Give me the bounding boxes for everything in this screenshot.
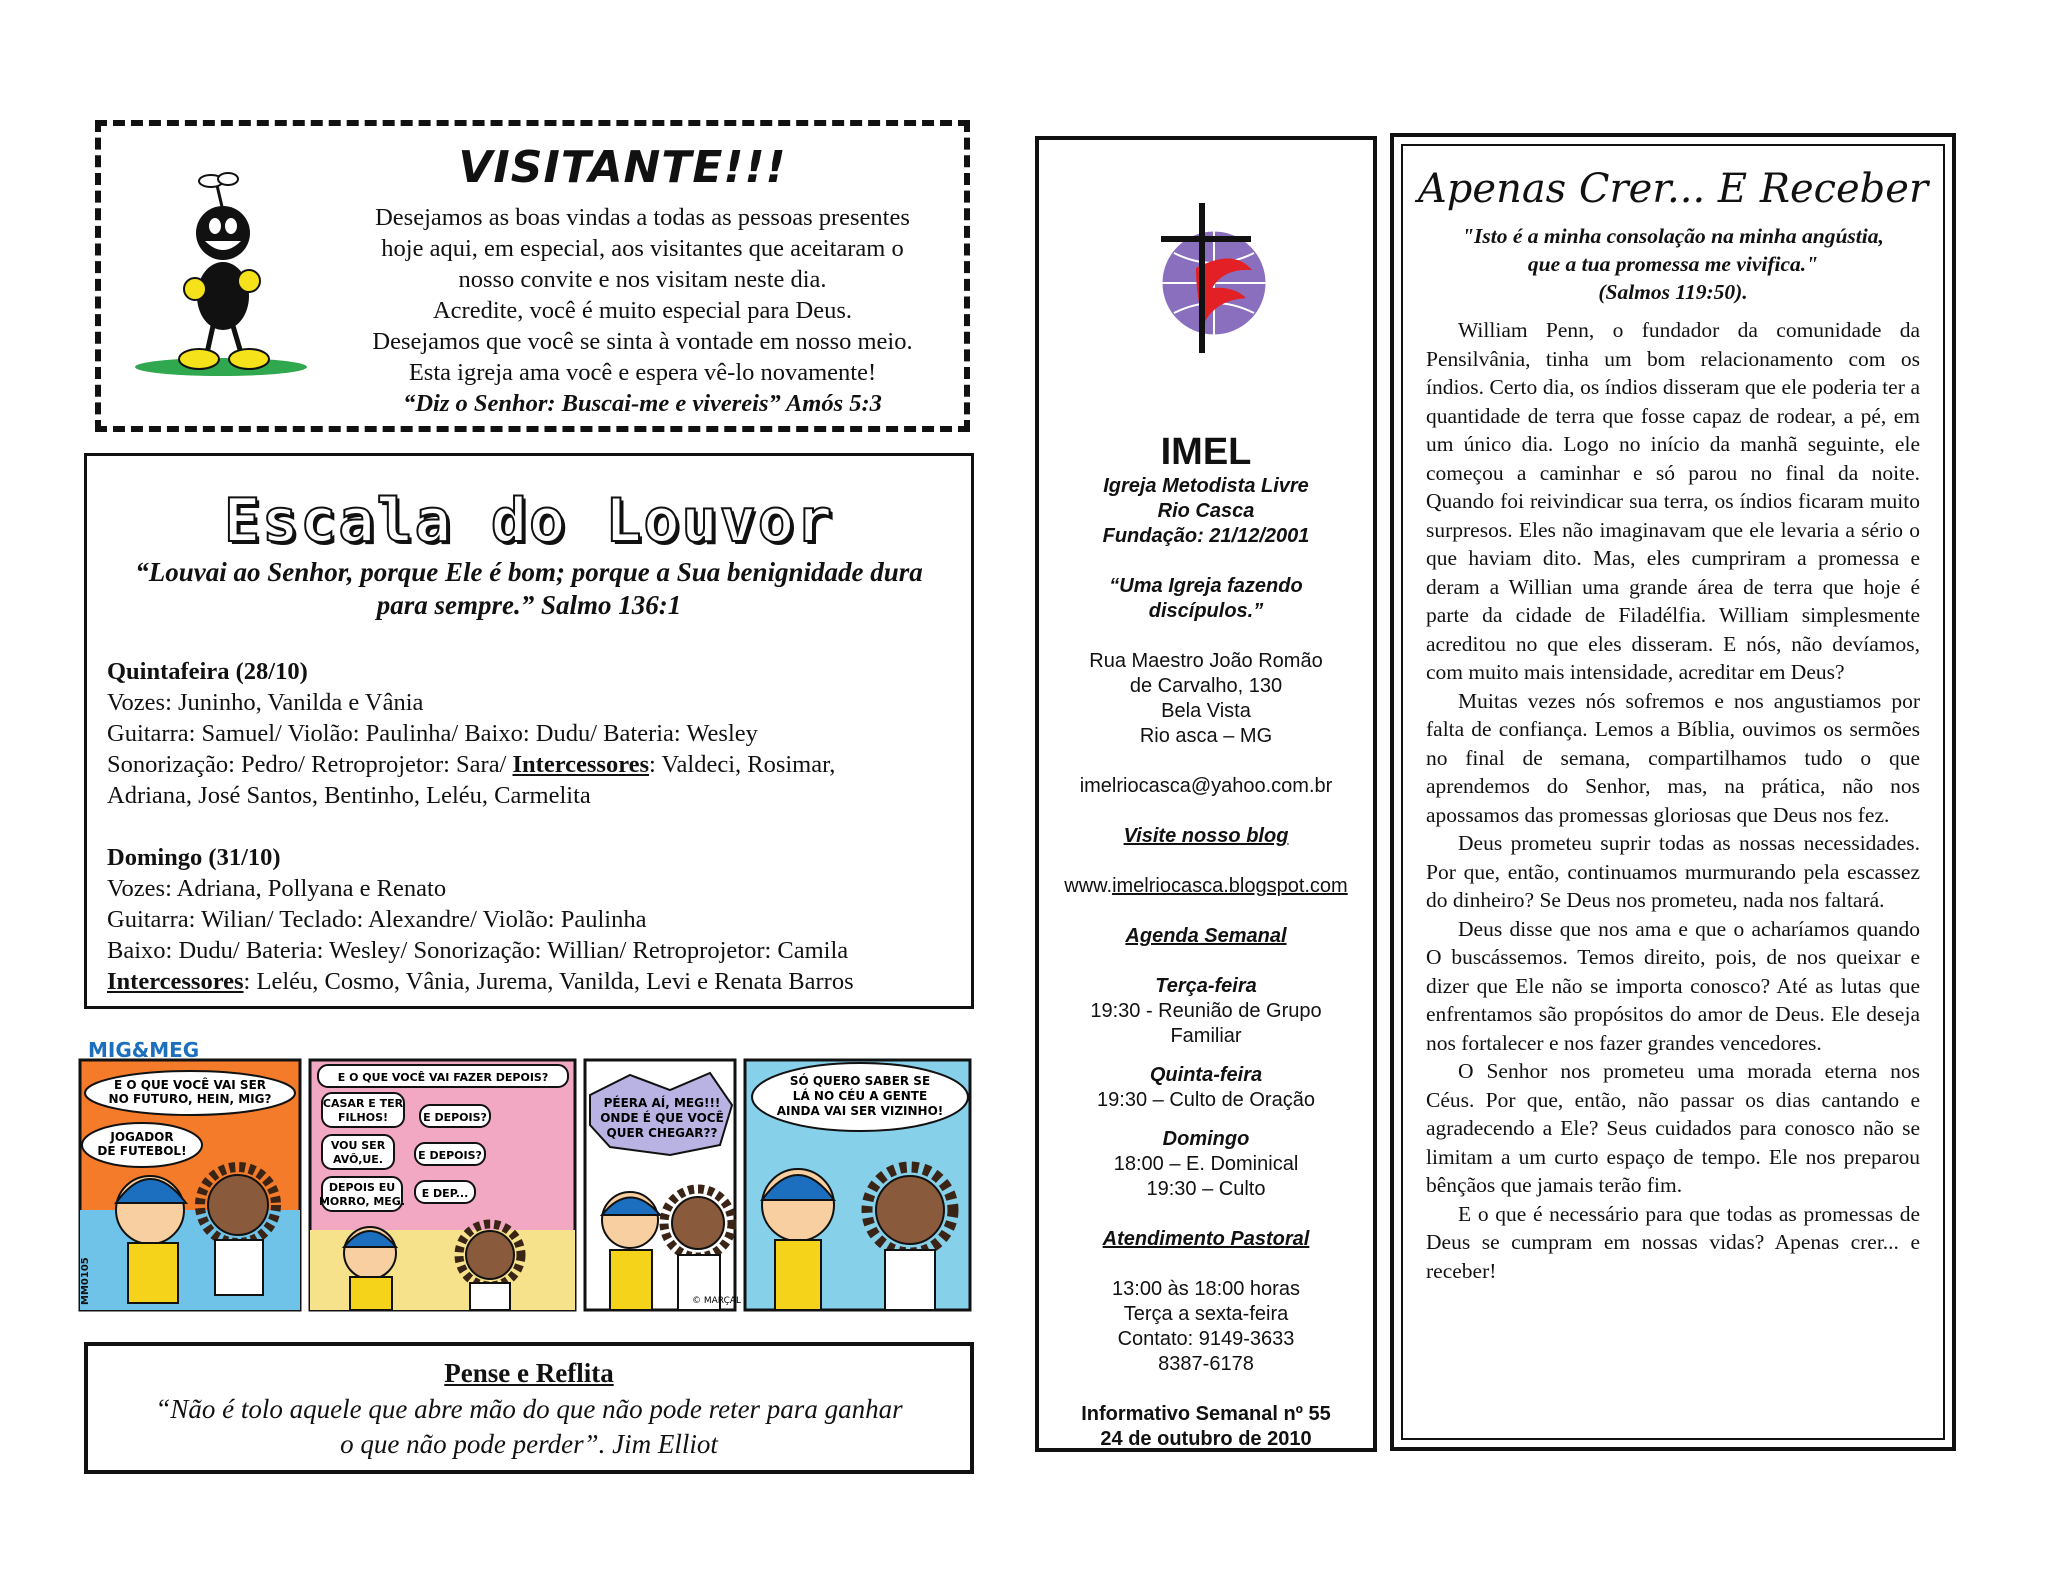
apenas-crer-box	[1390, 133, 1956, 1451]
address-line: Rio asca – MG	[1139, 725, 1273, 747]
quinta-instrumentos: Guitarra: Samuel/ Violão: Paulinha/ Baixo: Dudu/ Bateria: Wesley	[107, 720, 758, 747]
visitante-line: Esta igreja ama você e espera vê-lo novamente!	[408, 359, 877, 386]
pense-quote	[108, 1392, 950, 1462]
comic-signature: © MARÇAL	[692, 1296, 742, 1306]
agenda-event: 19:30 – Culto	[1146, 1178, 1266, 1200]
quinta-heading: Quintafeira (28/10)	[107, 658, 308, 685]
atendimento-label: Atendimento Pastoral	[1102, 1228, 1310, 1250]
address-line: Rua Maestro João Romão	[1089, 650, 1323, 672]
paragraph: O Senhor nos prometeu uma morada eterna nos Céus. Por que, então, não passar os dias cantando e agradecendo a Ele? Seus cuidados para conosco não se limitam a um curto espaço de tempo. Ele nos preparou bênçãos que jamais terão fim.	[1426, 1059, 1920, 1197]
comic-p2-answer: MORRO, MEG.	[318, 1195, 406, 1208]
visitante-title: VISITANTE!!!	[458, 142, 787, 193]
visitante-box	[95, 120, 970, 432]
paragraph: William Penn, o fundador da comunidade da Pensilvânia, tinha um bom relacionamento com os índios. Certo dia, os índios disseram que ele poderia ter a quantidade de terra que fosse capaz de rodear, a pé, em um único dia. Logo no início da manhã seguinte, ele começou a caminhar e só parou no final da noite. Quando foi reivindicar sua terra, os índios ficaram muito surpresos. Eles não imaginavam que ele levaria a sério o que haviam dito. Mas, eles cumpriram a promessa e deram a Willian uma grande área de terra que hoje é parte da cidade de Filadélfia. William simplesmente acreditou no que eles disseram. E nós, não devíamos, com muito mais intensidade, acreditar em Deus?	[1426, 318, 1920, 684]
visitante-text	[331, 202, 954, 419]
escala-title: Escala do Louvor	[224, 486, 834, 556]
paragraph: Deus disse que nos ama e que o acharíamos quando O buscássemos. Temos direito, pois, de nos queixar e dizer que Ele não se importa conosco? Até as lutas que enfrentamos são propósitos do amor de Deus. Ele deseja nos fortalecer e nos fazer grandes vencedores.	[1426, 916, 1920, 1055]
domingo-intercessores-line	[107, 966, 961, 997]
visitante-line: Desejamos que você se sinta à vontade em nosso meio.	[372, 328, 913, 355]
apenas-crer-inner-frame	[1401, 144, 1945, 1440]
imel-details	[1039, 430, 1373, 1452]
domingo-vozes: Vozes: Adriana, Pollyana e Renato	[107, 875, 447, 902]
quinta-intercessores-2: Adriana, José Santos, Bentinho, Leléu, Carmelita	[107, 782, 591, 809]
comic-p2-question: E O QUE VOCÊ VAI FAZER DEPOIS?	[337, 1071, 549, 1084]
address-line: de Carvalho, 130	[1129, 675, 1283, 697]
apenas-quote-line: que a tua promessa me vivifica."	[1527, 252, 1819, 276]
mascot-illustration	[131, 171, 311, 381]
visitante-line: hoje aqui, em especial, aos visitantes que aceitaram o	[381, 235, 904, 262]
church-email[interactable]: imelriocasca@yahoo.com.br	[1079, 775, 1333, 797]
quinta-intercessores: : Valdeci, Rosimar,	[649, 751, 836, 778]
church-motto: discípulos.”	[1148, 600, 1264, 622]
apenas-crer-title: Apenas Crer... E Receber	[1417, 166, 1929, 212]
comic-strip	[70, 1035, 974, 1325]
blog-url[interactable]: imelriocasca.blogspot.com	[1112, 875, 1348, 897]
pense-quote-line: “Não é tolo aquele que abre mão do que não pode reter para ganhar	[155, 1394, 903, 1424]
apenas-crer-text	[1426, 316, 1920, 1285]
comic-p2-answer: VOU SER	[330, 1139, 386, 1152]
domingo-intercessores: : Leléu, Cosmo, Vânia, Jurema, Vanilda, Levi e Renata Barros	[243, 968, 854, 995]
comic-p4-line: AINDA VAI SER VIZINHO!	[776, 1104, 944, 1118]
informativo-date: 24 de outubro de 2010	[1100, 1428, 1312, 1450]
church-acronym: IMEL	[1160, 431, 1252, 473]
blog-label: Visite nosso blog	[1123, 825, 1289, 847]
comic-p2-question: E DEPOIS?	[423, 1111, 487, 1124]
visitante-line: Desejamos as boas vindas a todas as pessoas presentes	[375, 204, 910, 231]
agenda-label: Agenda Semanal	[1125, 925, 1287, 947]
atendimento-line: Contato: 9149-3633	[1117, 1328, 1295, 1350]
comic-code: MM0105	[80, 1257, 91, 1305]
quinta-sonorizacao	[107, 749, 961, 780]
apenas-quote-line: "Isto é a minha consolação na minha angústia,	[1462, 224, 1884, 248]
apenas-crer-quote	[1417, 222, 1929, 306]
paragraph: Muitas vezes nós sofremos e nos angustiamos por falta de confiança. Lemos a Bíblia, ouvimos os sermões no final de semana, compartilhamos tudo o que aprendemos do Senhor, mas, na prática, não nos apossamos das promessas gloriosas que Deus nos fez.	[1426, 688, 1920, 827]
comic-p3-line: PÉERA AÍ, MEG!!!	[603, 1096, 721, 1110]
quinta-sonorizacao-text: Sonorização: Pedro/ Retroprojetor: Sara/	[107, 751, 513, 778]
visitante-verse: “Diz o Senhor: Buscai-me e vivereis” Amós 5:3	[403, 390, 882, 417]
visitante-line: Acredite, você é muito especial para Deus.	[432, 297, 853, 324]
methodist-logo-icon	[1134, 198, 1274, 358]
comic-p2-answer: DEPOIS EU	[328, 1181, 396, 1194]
comic-logo: MIG&MEG	[88, 1038, 200, 1062]
paragraph: E o que é necessário para que todas as promessas de Deus se cumpram em nossas vidas? Apenas crer... e receber!	[1426, 1201, 1920, 1283]
pense-quote-line: o que não pode perder”. Jim Elliot	[340, 1429, 718, 1459]
church-city: Rio Casca	[1157, 500, 1255, 522]
comic-p2-question: E DEP...	[421, 1187, 469, 1200]
domingo-intercessores-label: Intercessores	[107, 968, 244, 995]
blog-link[interactable]	[1039, 874, 1373, 899]
visitante-line: nosso convite e nos visitam neste dia.	[458, 266, 827, 293]
comic-p4-line: SÓ QUERO SABER SE	[789, 1074, 931, 1088]
agenda-event: Familiar	[1170, 1025, 1242, 1047]
comic-p3-line: ONDE É QUE VOCÊ	[600, 1111, 724, 1125]
agenda-event: 18:00 – E. Dominical	[1113, 1153, 1299, 1175]
church-full-name: Igreja Metodista Livre	[1103, 475, 1309, 497]
comic-p1b-line: JOGADOR	[110, 1130, 174, 1144]
agenda-event: 19:30 – Culto de Oração	[1097, 1089, 1315, 1111]
informativo-number: Informativo Semanal nº 55	[1081, 1403, 1331, 1425]
domingo-baixo: Baixo: Dudu/ Bateria: Wesley/ Sonorização: Willian/ Retroprojetor: Camila	[107, 937, 849, 964]
church-motto: “Uma Igreja fazendo	[1109, 575, 1303, 597]
atendimento-line: 13:00 às 18:00 horas	[1112, 1278, 1300, 1300]
paragraph: Deus prometeu suprir todas as nossas necessidades. Por que, então, continuamos murmurando pela escassez do dinheiro? Se Deus nos prometeu, nada nos faltará.	[1426, 831, 1920, 912]
apenas-quote-line: (Salmos 119:50).	[1598, 280, 1748, 304]
comic-p2-answer: CASAR E TER	[322, 1097, 404, 1110]
comic-p1b-line: DE FUTEBOL!	[97, 1144, 187, 1158]
atendimento-line: 8387-6178	[1158, 1353, 1254, 1375]
address-line: Bela Vista	[1161, 700, 1251, 722]
agenda-day: Domingo	[1162, 1128, 1250, 1150]
pense-title: Pense e Reflita	[444, 1358, 614, 1388]
domingo-instrumentos: Guitarra: Wilian/ Teclado: Alexandre/ Violão: Paulinha	[107, 906, 647, 933]
escala-quote: “Louvai ao Senhor, porque Ele é bom; porque a Sua benignidade dura para sempre.” Salmo 136:1	[135, 557, 923, 620]
pense-box	[84, 1342, 974, 1474]
church-founding: Fundação: 21/12/2001	[1102, 525, 1310, 547]
imel-info-box	[1035, 136, 1377, 1452]
agenda-day: Terça-feira	[1155, 975, 1257, 997]
comic-p1-line: NO FUTURO, HEIN, MIG?	[108, 1092, 272, 1106]
comic-p2-answer: AVÔ,UE.	[333, 1153, 383, 1166]
agenda-day: Quinta-feira	[1149, 1064, 1263, 1086]
quinta-vozes: Vozes: Juninho, Vanilda e Vânia	[107, 689, 424, 716]
escala-schedule	[107, 656, 961, 997]
domingo-heading: Domingo (31/10)	[107, 844, 281, 871]
comic-p3-line: QUER CHEGAR??	[606, 1126, 718, 1140]
comic-p4-line: LÁ NO CÉU A GENTE	[792, 1089, 928, 1103]
comic-p2-question: E DEPOIS?	[418, 1149, 482, 1162]
escala-box	[84, 453, 974, 1009]
quinta-intercessores-label: Intercessores	[512, 751, 650, 778]
comic-p2-answer: FILHOS!	[337, 1111, 389, 1124]
agenda-event: 19:30 - Reunião de Grupo	[1090, 1000, 1322, 1022]
comic-p1-line: E O QUE VOCÊ VAI SER	[113, 1078, 267, 1092]
blog-prefix: www.	[1064, 875, 1113, 897]
atendimento-line: Terça a sexta-feira	[1123, 1303, 1289, 1325]
